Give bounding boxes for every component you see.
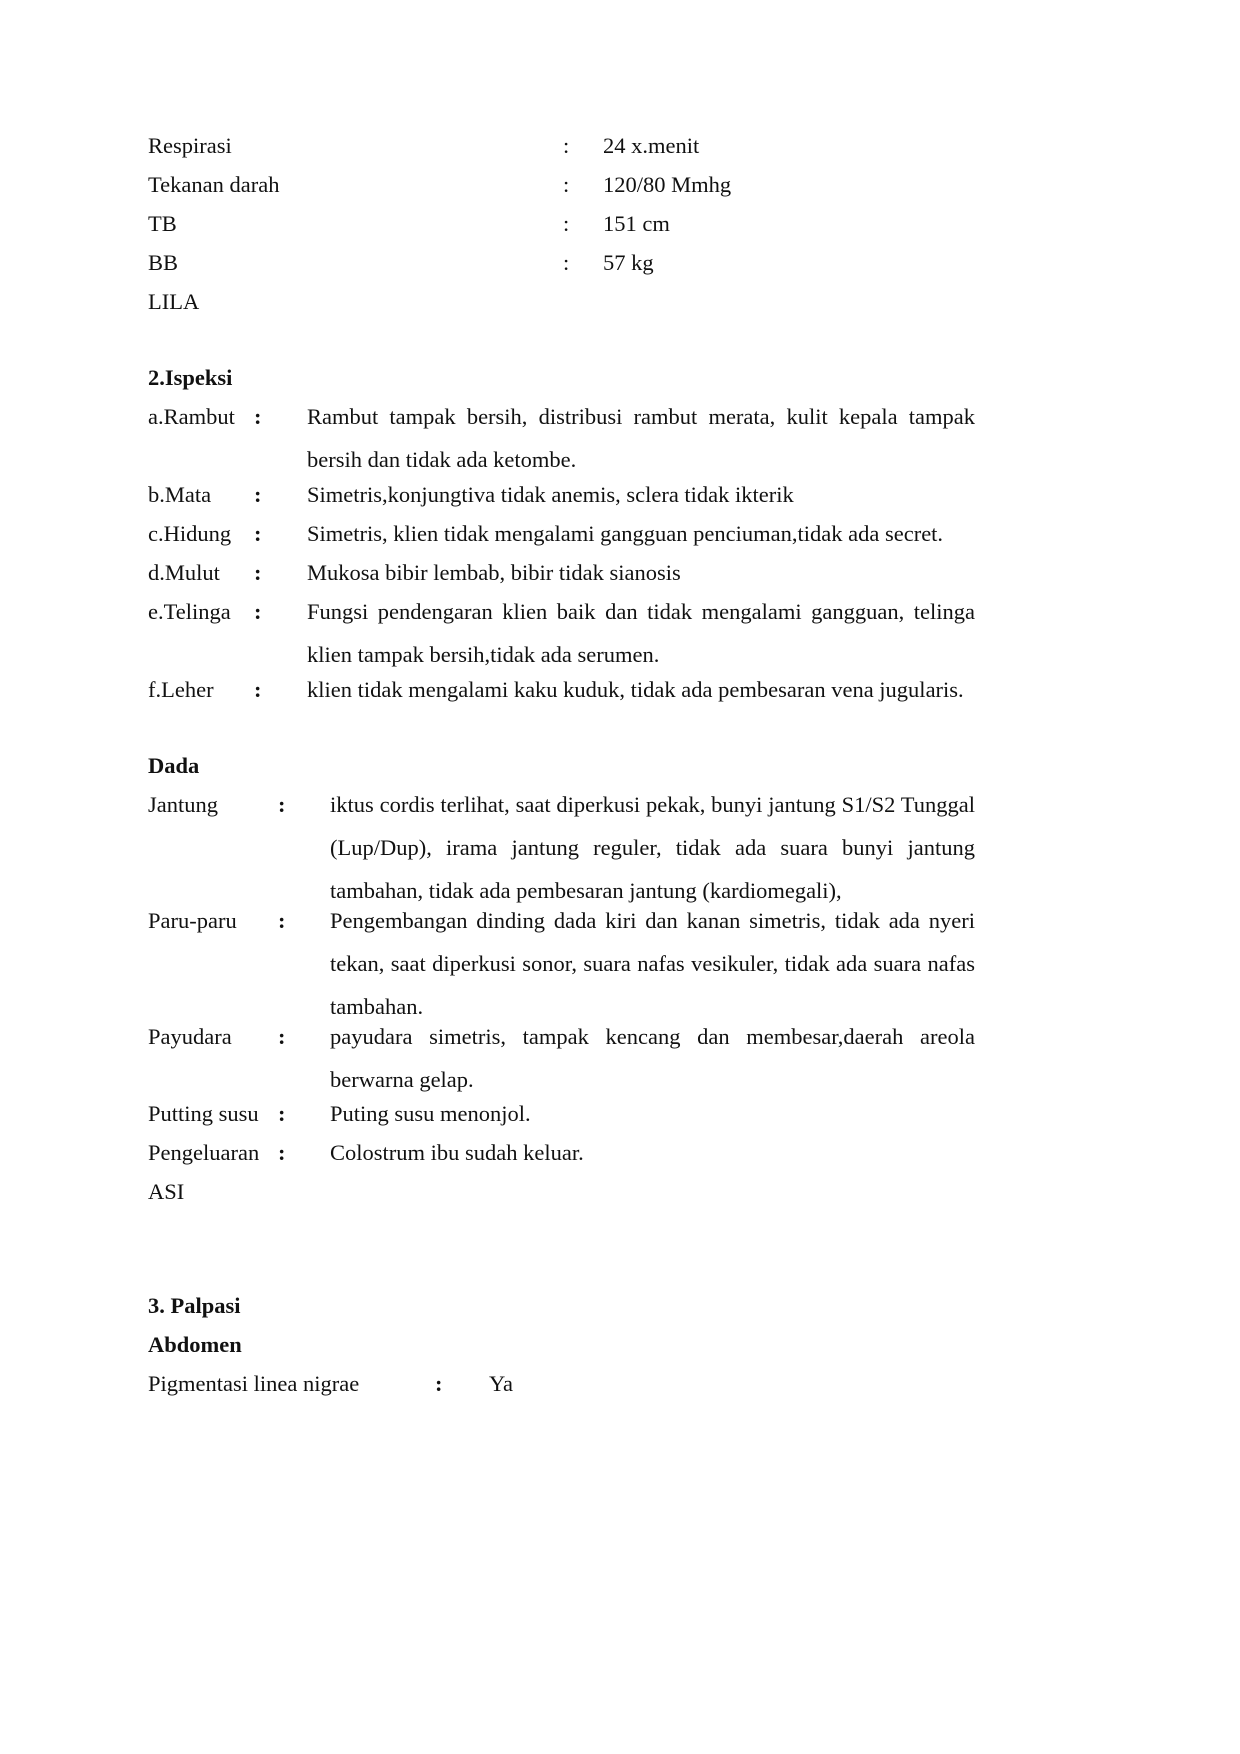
item-label: f.Leher: [148, 677, 214, 702]
item-colon: :: [254, 482, 262, 507]
vital-value: 151 cm: [603, 211, 670, 236]
item-label: Pigmentasi linea nigrae: [148, 1371, 360, 1396]
item-label: b.Mata: [148, 482, 212, 507]
vital-colon: :: [563, 172, 570, 197]
item-label: Payudara: [148, 1024, 232, 1049]
item-label: Putting susu: [148, 1101, 259, 1126]
vital-value: 24 x.menit: [603, 133, 700, 158]
vital-value: 57 kg: [603, 250, 654, 275]
vital-label: TB: [148, 211, 177, 236]
item-text: klien tidak mengalami kaku kuduk, tidak ada pembesaran vena jugularis.: [307, 677, 964, 702]
vital-colon: :: [563, 250, 570, 275]
item-text: Colostrum ibu sudah keluar.: [330, 1140, 584, 1165]
vital-colon: :: [563, 133, 570, 158]
item-label: d.Mulut: [148, 560, 220, 585]
item-colon: :: [254, 560, 262, 585]
item-label: Paru-paru: [148, 908, 237, 933]
item-text: Rambut tampak bersih, distribusi rambut merata, kulit kepala tampak bersih dan tidak ada ketombe.: [307, 404, 975, 472]
section-heading: 2.Ispeksi: [148, 365, 233, 390]
item-colon: :: [278, 1101, 286, 1126]
vital-value: 120/80 Mmhg: [603, 172, 732, 197]
item-text: Fungsi pendengaran klien baik dan tidak mengalami gangguan, telinga klien tampak bersih,tidak ada serumen.: [307, 599, 975, 667]
item-text: Mukosa bibir lembab, bibir tidak sianosis: [307, 560, 681, 585]
item-colon: :: [254, 677, 262, 702]
item-label-continuation: ASI: [148, 1179, 185, 1204]
item-text: Simetris,konjungtiva tidak anemis, sclera tidak ikterik: [307, 482, 794, 507]
item-label: Pengeluaran: [148, 1140, 260, 1165]
item-label: Jantung: [148, 792, 218, 817]
item-text: Puting susu menonjol.: [330, 1101, 531, 1126]
item-colon: :: [254, 521, 262, 546]
vital-label: Respirasi: [148, 133, 232, 158]
vital-label: BB: [148, 250, 179, 275]
item-colon: :: [278, 1140, 286, 1165]
item-label: e.Telinga: [148, 599, 231, 624]
item-text: Pengembangan dinding dada kiri dan kanan simetris, tidak ada nyeri tekan, saat diperkusi sonor, suara nafas vesikuler, tidak ada suara nafas tambahan.: [330, 908, 975, 1019]
item-label: c.Hidung: [148, 521, 232, 546]
section-heading: 3. Palpasi: [148, 1293, 241, 1318]
item-text: payudara simetris, tampak kencang dan membesar,daerah areola berwarna gelap.: [330, 1024, 975, 1092]
subheading: Abdomen: [148, 1332, 242, 1357]
item-colon: :: [278, 792, 286, 817]
vital-colon: :: [563, 211, 570, 236]
section-heading: Dada: [148, 753, 200, 778]
item-colon: :: [254, 599, 262, 624]
vital-label: Tekanan darah: [148, 172, 280, 197]
item-text: iktus cordis terlihat, saat diperkusi pekak, bunyi jantung S1/S2 Tunggal (Lup/Dup), irama jantung reguler, tidak ada suara bunyi jantung tambahan, tidak ada pembesaran jantung (kardiomegali),: [330, 792, 975, 903]
item-label: a.Rambut: [148, 404, 235, 429]
vital-label: LILA: [148, 289, 200, 314]
item-text: Simetris, klien tidak mengalami gangguan penciuman,tidak ada secret.: [307, 521, 944, 546]
item-colon: :: [254, 404, 262, 429]
item-colon: :: [278, 908, 286, 933]
item-colon: :: [435, 1371, 443, 1396]
item-colon: :: [278, 1024, 286, 1049]
item-value: Ya: [489, 1371, 513, 1396]
